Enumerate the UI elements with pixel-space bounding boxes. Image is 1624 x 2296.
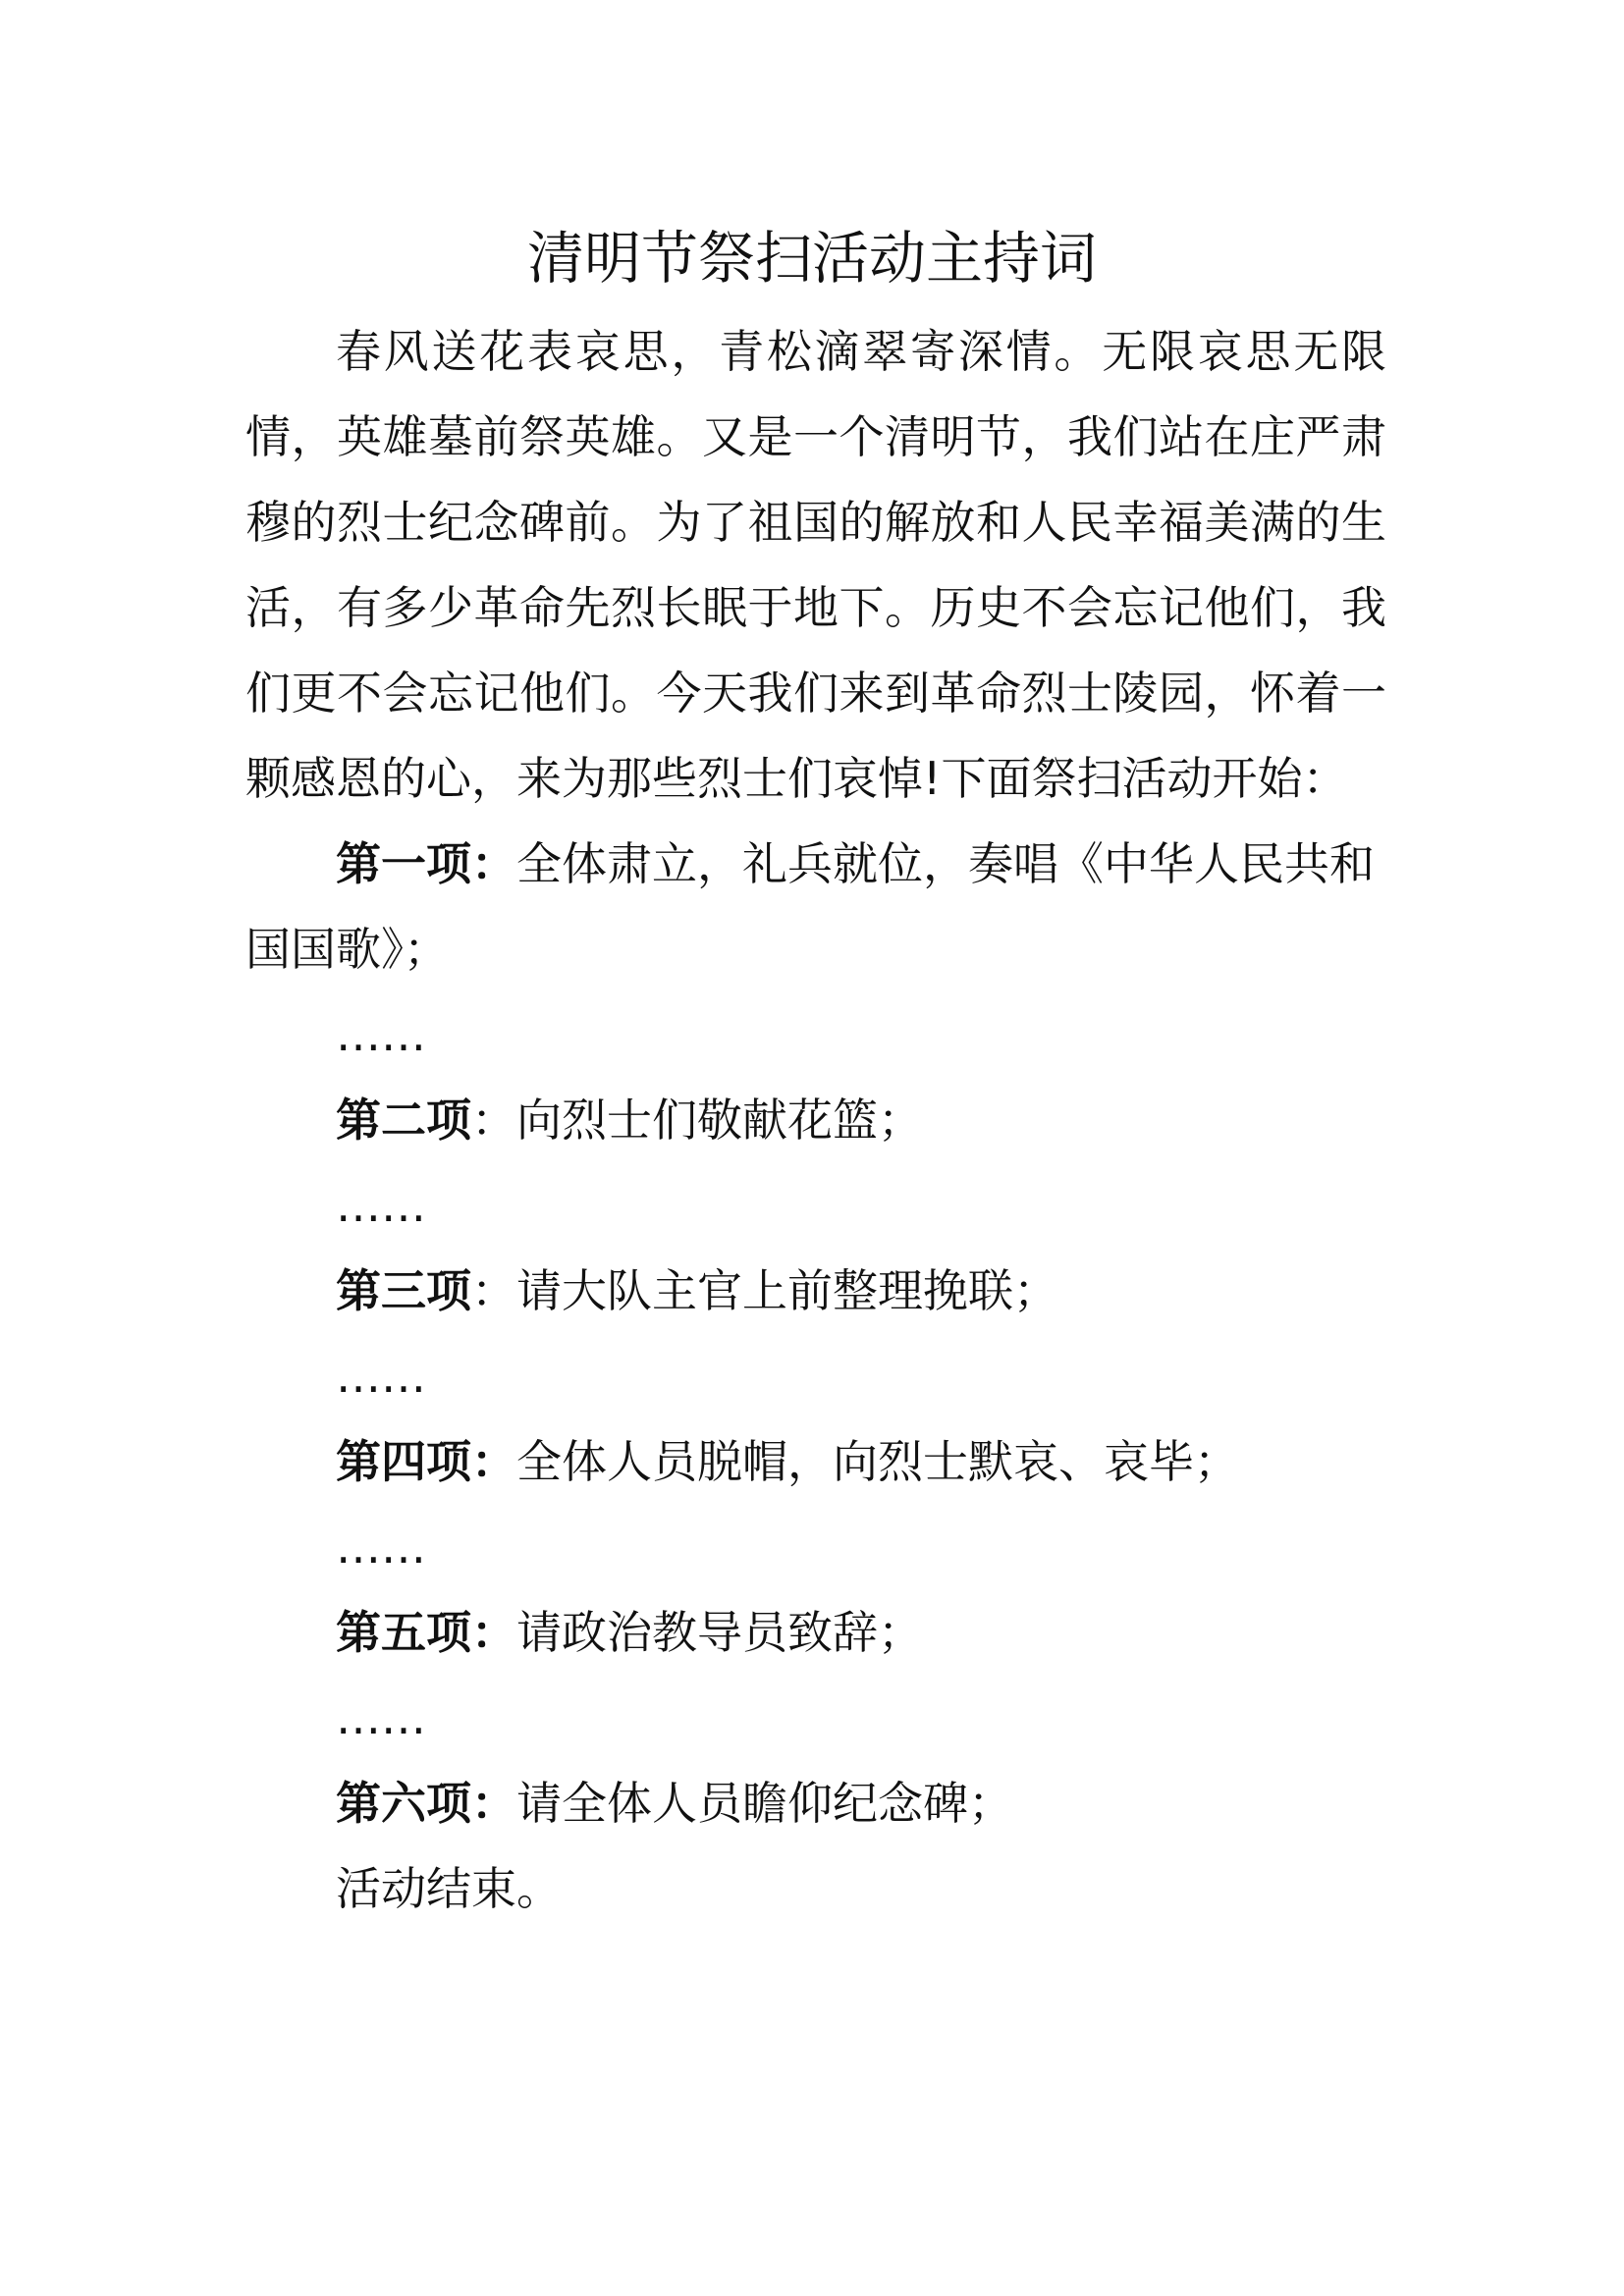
step-text: 全体人员脱帽，向烈士默哀、哀毕； xyxy=(516,1435,1239,1488)
closing-text: 活动结束。 xyxy=(336,1862,562,1915)
step-label: 第四项： xyxy=(336,1435,516,1488)
step-item xyxy=(245,1419,1386,1505)
step-item xyxy=(245,822,1386,992)
step-item xyxy=(245,1249,1386,1334)
document-title: 清明节祭扫活动主持词 xyxy=(526,225,1097,292)
ellipsis: …… xyxy=(336,1350,426,1403)
step-text: 全体肃立，礼兵就位，奏唱《中华人民共和国国歌》； xyxy=(245,837,1375,976)
step-text: ：请大队主官上前整理挽联； xyxy=(471,1264,1058,1317)
step-text: 请政治教导员致辞； xyxy=(516,1606,923,1659)
ellipsis: …… xyxy=(336,1179,426,1232)
intro-paragraph: 春风送花表哀思，青松滴翠寄深情。无限哀思无限情，英雄墓前祭英雄。又是一个清明节，我们站在庄严肃穆的烈士纪念碑前。为了祖国的解放和人民幸福美满的生活，有多少革命先烈长眠于地下。历史不会忘记他们，我们更不会忘记他们。今天我们来到革命烈士陵园，怀着一颗感恩的心，来为那些烈士们哀悼!下面祭扫活动开始： xyxy=(245,325,1386,805)
step-label: 第二项 xyxy=(336,1094,471,1147)
step-text: ：向烈士们敬献花篮； xyxy=(471,1094,923,1147)
step-text: 请全体人员瞻仰纪念碑； xyxy=(516,1777,1013,1830)
step-label: 第六项： xyxy=(336,1777,516,1830)
step-label: 第五项： xyxy=(336,1606,516,1659)
ellipsis: …… xyxy=(336,1008,426,1061)
step-label: 第三项 xyxy=(336,1264,471,1317)
step-item xyxy=(245,1078,1386,1163)
ellipsis: …… xyxy=(336,1521,426,1574)
document-body xyxy=(245,309,1386,1932)
step-label: 第一项： xyxy=(336,837,516,890)
step-item xyxy=(245,1590,1386,1676)
step-item xyxy=(245,1761,1386,1846)
ellipsis: …… xyxy=(336,1691,426,1744)
